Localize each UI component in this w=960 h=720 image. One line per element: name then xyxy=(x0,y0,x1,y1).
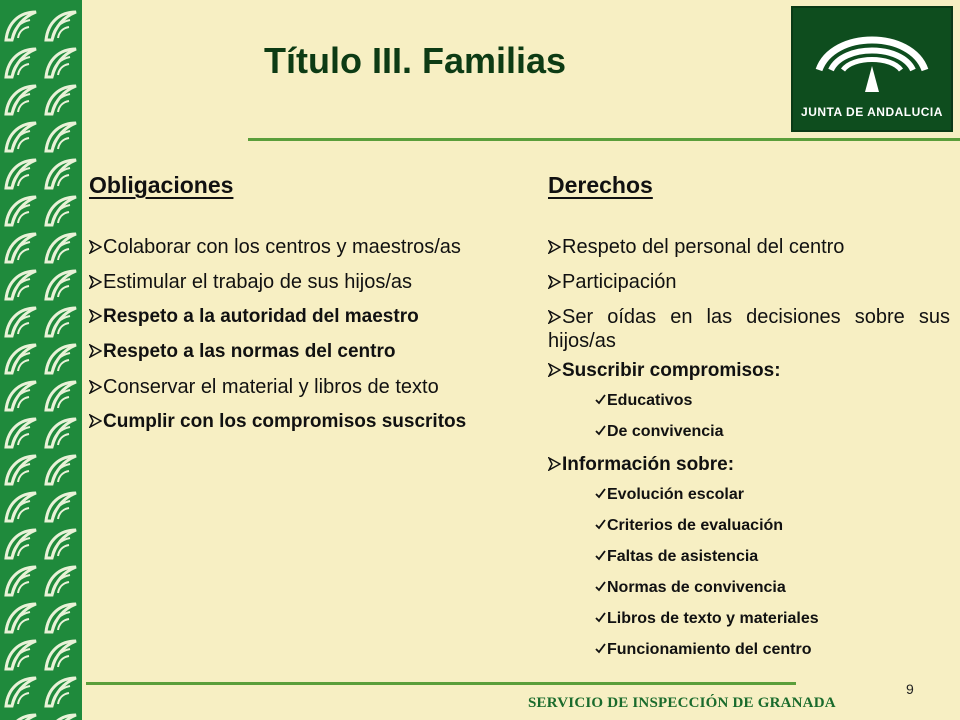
leaf-icon xyxy=(6,604,36,632)
leaf-icon xyxy=(6,86,36,114)
list-item-text: Colaborar con los centros y maestros/as xyxy=(103,236,461,258)
checkmark-bullet-icon xyxy=(595,643,606,654)
checkmark-bullet-icon xyxy=(595,581,606,592)
sub-list-item-text: Criterios de evaluación xyxy=(607,517,784,534)
sub-list-item-text: Libros de texto y materiales xyxy=(607,610,819,627)
list-item-text: Información sobre: xyxy=(562,454,735,475)
arrow-bullet-icon xyxy=(89,414,102,428)
junta-de-andalucia-logo xyxy=(791,6,953,132)
leaf-icon xyxy=(46,493,76,521)
list-item-text: Respeto del personal del centro xyxy=(562,236,845,258)
leaf-icon xyxy=(6,345,36,373)
sub-list-item-text: Faltas de asistencia xyxy=(607,548,759,565)
leaf-icon xyxy=(6,308,36,336)
arrow-bullet-icon xyxy=(89,275,102,289)
list-item xyxy=(89,270,559,294)
leaf-icon xyxy=(46,308,76,336)
leaf-icon xyxy=(46,382,76,410)
leaf-icon xyxy=(6,123,36,151)
list-item-text: Respeto a las normas del centro xyxy=(103,341,396,362)
checkmark-bullet-icon xyxy=(595,550,606,561)
leaf-icon xyxy=(6,49,36,77)
list-item-text: Ser oídas en las decisiones sobre sus hijos/as xyxy=(548,306,950,352)
list-item xyxy=(548,453,950,477)
sub-list-item xyxy=(595,516,950,536)
leaf-icon xyxy=(46,456,76,484)
list-item xyxy=(89,235,559,259)
obligaciones-list xyxy=(89,235,559,445)
leaf-icon xyxy=(46,567,76,595)
arrow-bullet-icon xyxy=(89,344,102,358)
footer-divider xyxy=(86,682,796,685)
footer-text: SERVICIO DE INSPECCIÓN DE GRANADA xyxy=(528,695,836,711)
list-item xyxy=(548,305,950,353)
arrow-bullet-icon xyxy=(89,240,102,254)
title-divider xyxy=(248,138,960,141)
leaf-icon xyxy=(46,86,76,114)
checkmark-bullet-icon xyxy=(595,394,606,405)
leaf-icon xyxy=(46,234,76,262)
leaf-icon xyxy=(46,530,76,558)
leaf-icon xyxy=(6,197,36,225)
leaf-icon xyxy=(46,271,76,299)
leaf-icon xyxy=(6,382,36,410)
leaf-icon xyxy=(46,123,76,151)
leaf-icon xyxy=(46,604,76,632)
list-item-text: Suscribir compromisos: xyxy=(562,360,781,381)
checkmark-bullet-icon xyxy=(595,519,606,530)
leaf-icon xyxy=(46,419,76,447)
list-item xyxy=(89,305,559,329)
arrow-bullet-icon xyxy=(89,380,102,394)
leaf-icon xyxy=(6,271,36,299)
sub-list-item xyxy=(595,547,950,567)
list-item xyxy=(548,235,950,259)
leaf-icon xyxy=(46,12,76,40)
leaf-icon xyxy=(6,567,36,595)
sub-list-item xyxy=(595,422,950,442)
checkmark-bullet-icon xyxy=(595,612,606,623)
leaf-icon xyxy=(6,678,36,706)
sub-list-item-text: Funcionamiento del centro xyxy=(607,641,812,658)
sub-list-item xyxy=(595,391,950,411)
list-item-text: Respeto a la autoridad del maestro xyxy=(103,306,419,327)
list-item xyxy=(548,270,950,294)
sub-list-item xyxy=(595,609,950,629)
page-number: 9 xyxy=(906,681,914,697)
leaf-icon xyxy=(46,160,76,188)
list-item xyxy=(89,375,559,399)
sub-list-item xyxy=(595,578,950,598)
list-item xyxy=(89,410,559,434)
sub-list-item-text: Evolución escolar xyxy=(607,486,744,503)
leaf-icon xyxy=(46,197,76,225)
leaf-icon xyxy=(46,345,76,373)
checkmark-bullet-icon xyxy=(595,425,606,436)
arrow-bullet-icon xyxy=(548,457,561,471)
sub-list-item xyxy=(595,640,950,660)
leaf-icon xyxy=(46,678,76,706)
sub-list-item-text: Normas de convivencia xyxy=(607,579,786,596)
leaf-icon xyxy=(6,493,36,521)
arrow-bullet-icon xyxy=(548,275,561,289)
checkmark-bullet-icon xyxy=(595,488,606,499)
logo-text: JUNTA DE ANDALUCIA xyxy=(801,105,943,119)
derechos-list xyxy=(548,235,950,671)
arrow-bullet-icon xyxy=(548,363,561,377)
slide-title: Título III. Familias xyxy=(264,40,567,81)
list-item xyxy=(548,359,950,383)
sub-list-item xyxy=(595,485,950,505)
sub-list-item-text: Educativos xyxy=(607,392,693,409)
leaf-icon xyxy=(6,12,36,40)
leaf-icon xyxy=(46,49,76,77)
leaf-icon xyxy=(6,641,36,669)
derechos-heading: Derechos xyxy=(548,172,653,198)
list-item-text: Conservar el material y libros de texto xyxy=(103,376,439,398)
obligaciones-heading: Obligaciones xyxy=(89,172,234,198)
list-item-text: Participación xyxy=(562,271,677,293)
leaf-icon xyxy=(46,641,76,669)
leaf-icon xyxy=(46,715,76,720)
sub-list-item-text: De convivencia xyxy=(607,423,724,440)
arrow-bullet-icon xyxy=(89,309,102,323)
list-item xyxy=(89,340,559,364)
leaf-icon xyxy=(6,419,36,447)
leaf-icon xyxy=(6,160,36,188)
leaf-icon xyxy=(6,234,36,262)
leaf-icon xyxy=(6,715,36,720)
arrow-bullet-icon xyxy=(548,310,561,324)
leaf-icon xyxy=(6,456,36,484)
list-item-text: Cumplir con los compromisos suscritos xyxy=(103,411,467,432)
list-item-text: Estimular el trabajo de sus hijos/as xyxy=(103,271,413,293)
arrow-bullet-icon xyxy=(548,240,561,254)
leaf-pattern xyxy=(0,0,82,720)
leaf-icon xyxy=(6,530,36,558)
decorative-side-band xyxy=(0,0,82,720)
